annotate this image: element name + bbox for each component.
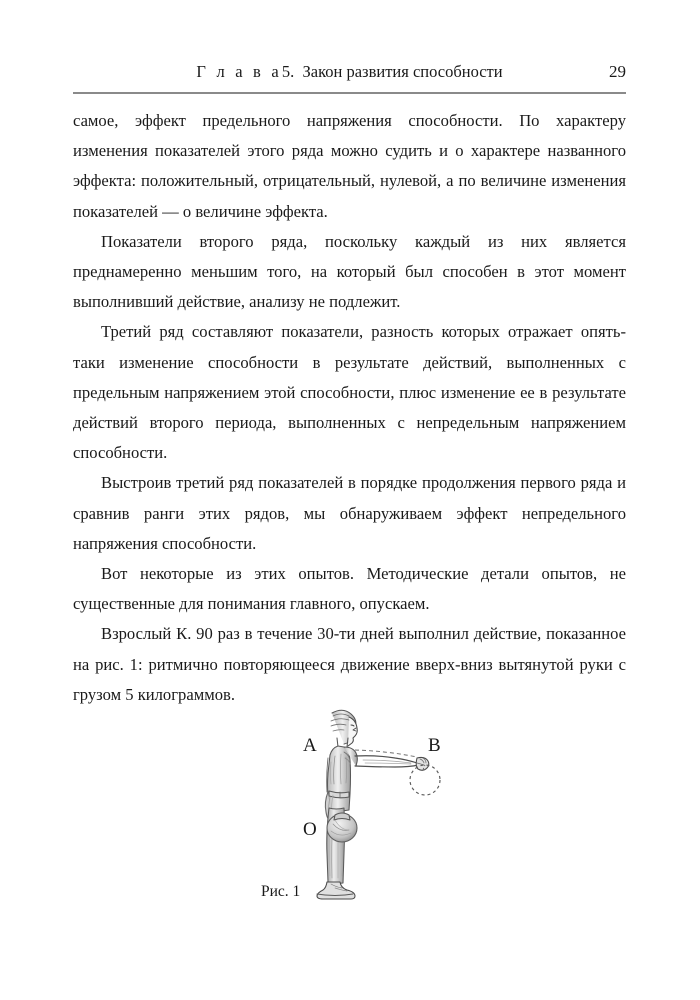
- chapter-number: 5.: [281, 62, 295, 81]
- figure-label-b: В: [428, 735, 441, 756]
- body-text: [73, 106, 626, 710]
- paragraph: Взрослый К. 90 раз в течение 30-ти дней выполнил действие, показанное на рис. 1: ритмично повторяющееся движение вверх-вниз вытянутой руки с грузом 5 килограммов.: [73, 624, 626, 704]
- sketch-person: [317, 710, 429, 899]
- header-divider: [73, 92, 626, 94]
- paragraph: Вот некоторые из этих опытов. Методические детали опытов, не существенные для понимания главного, опускаем.: [73, 564, 626, 614]
- figure-label-o: О: [303, 819, 317, 840]
- chapter-title: Закон развития способности: [302, 62, 503, 81]
- chapter-heading: [196, 62, 502, 82]
- paragraph: Выстроив третий ряд показателей в порядке продолжения первого ряда и сравнив ранги этих рядов, мы обнаруживаем эффект непредельного напряжения способности.: [73, 473, 626, 553]
- figure-1: [245, 700, 475, 930]
- paragraph: самое, эффект предельного напряжения способности. По характеру изменения показателей этого ряда можно судить и о характере названного эффекта: положительный, отрицательный, нулевой, а по величине изменения показателей — о величине эффекта.: [73, 111, 626, 221]
- figure-caption: Рис. 1: [261, 883, 301, 900]
- figure-label-a: А: [303, 735, 317, 756]
- running-header: [73, 62, 626, 88]
- weight-at-hip: [327, 813, 357, 842]
- page-number: 29: [609, 62, 626, 81]
- paragraph: Показатели второго ряда, поскольку каждый из них является преднамеренно меньшим того, на который был способен в этот момент выполнивший действие, анализу не подлежит.: [73, 231, 626, 312]
- paragraph: Третий ряд составляют показатели, разность которых отражает опять-таки изменение способности в результате действий, выполненных с предельным напряжением этой способности, плюс изменение ее в результате действий второго периода, выполненных с непредельным напряжением способности.: [73, 322, 626, 463]
- chapter-word: Г л а в а: [196, 62, 282, 81]
